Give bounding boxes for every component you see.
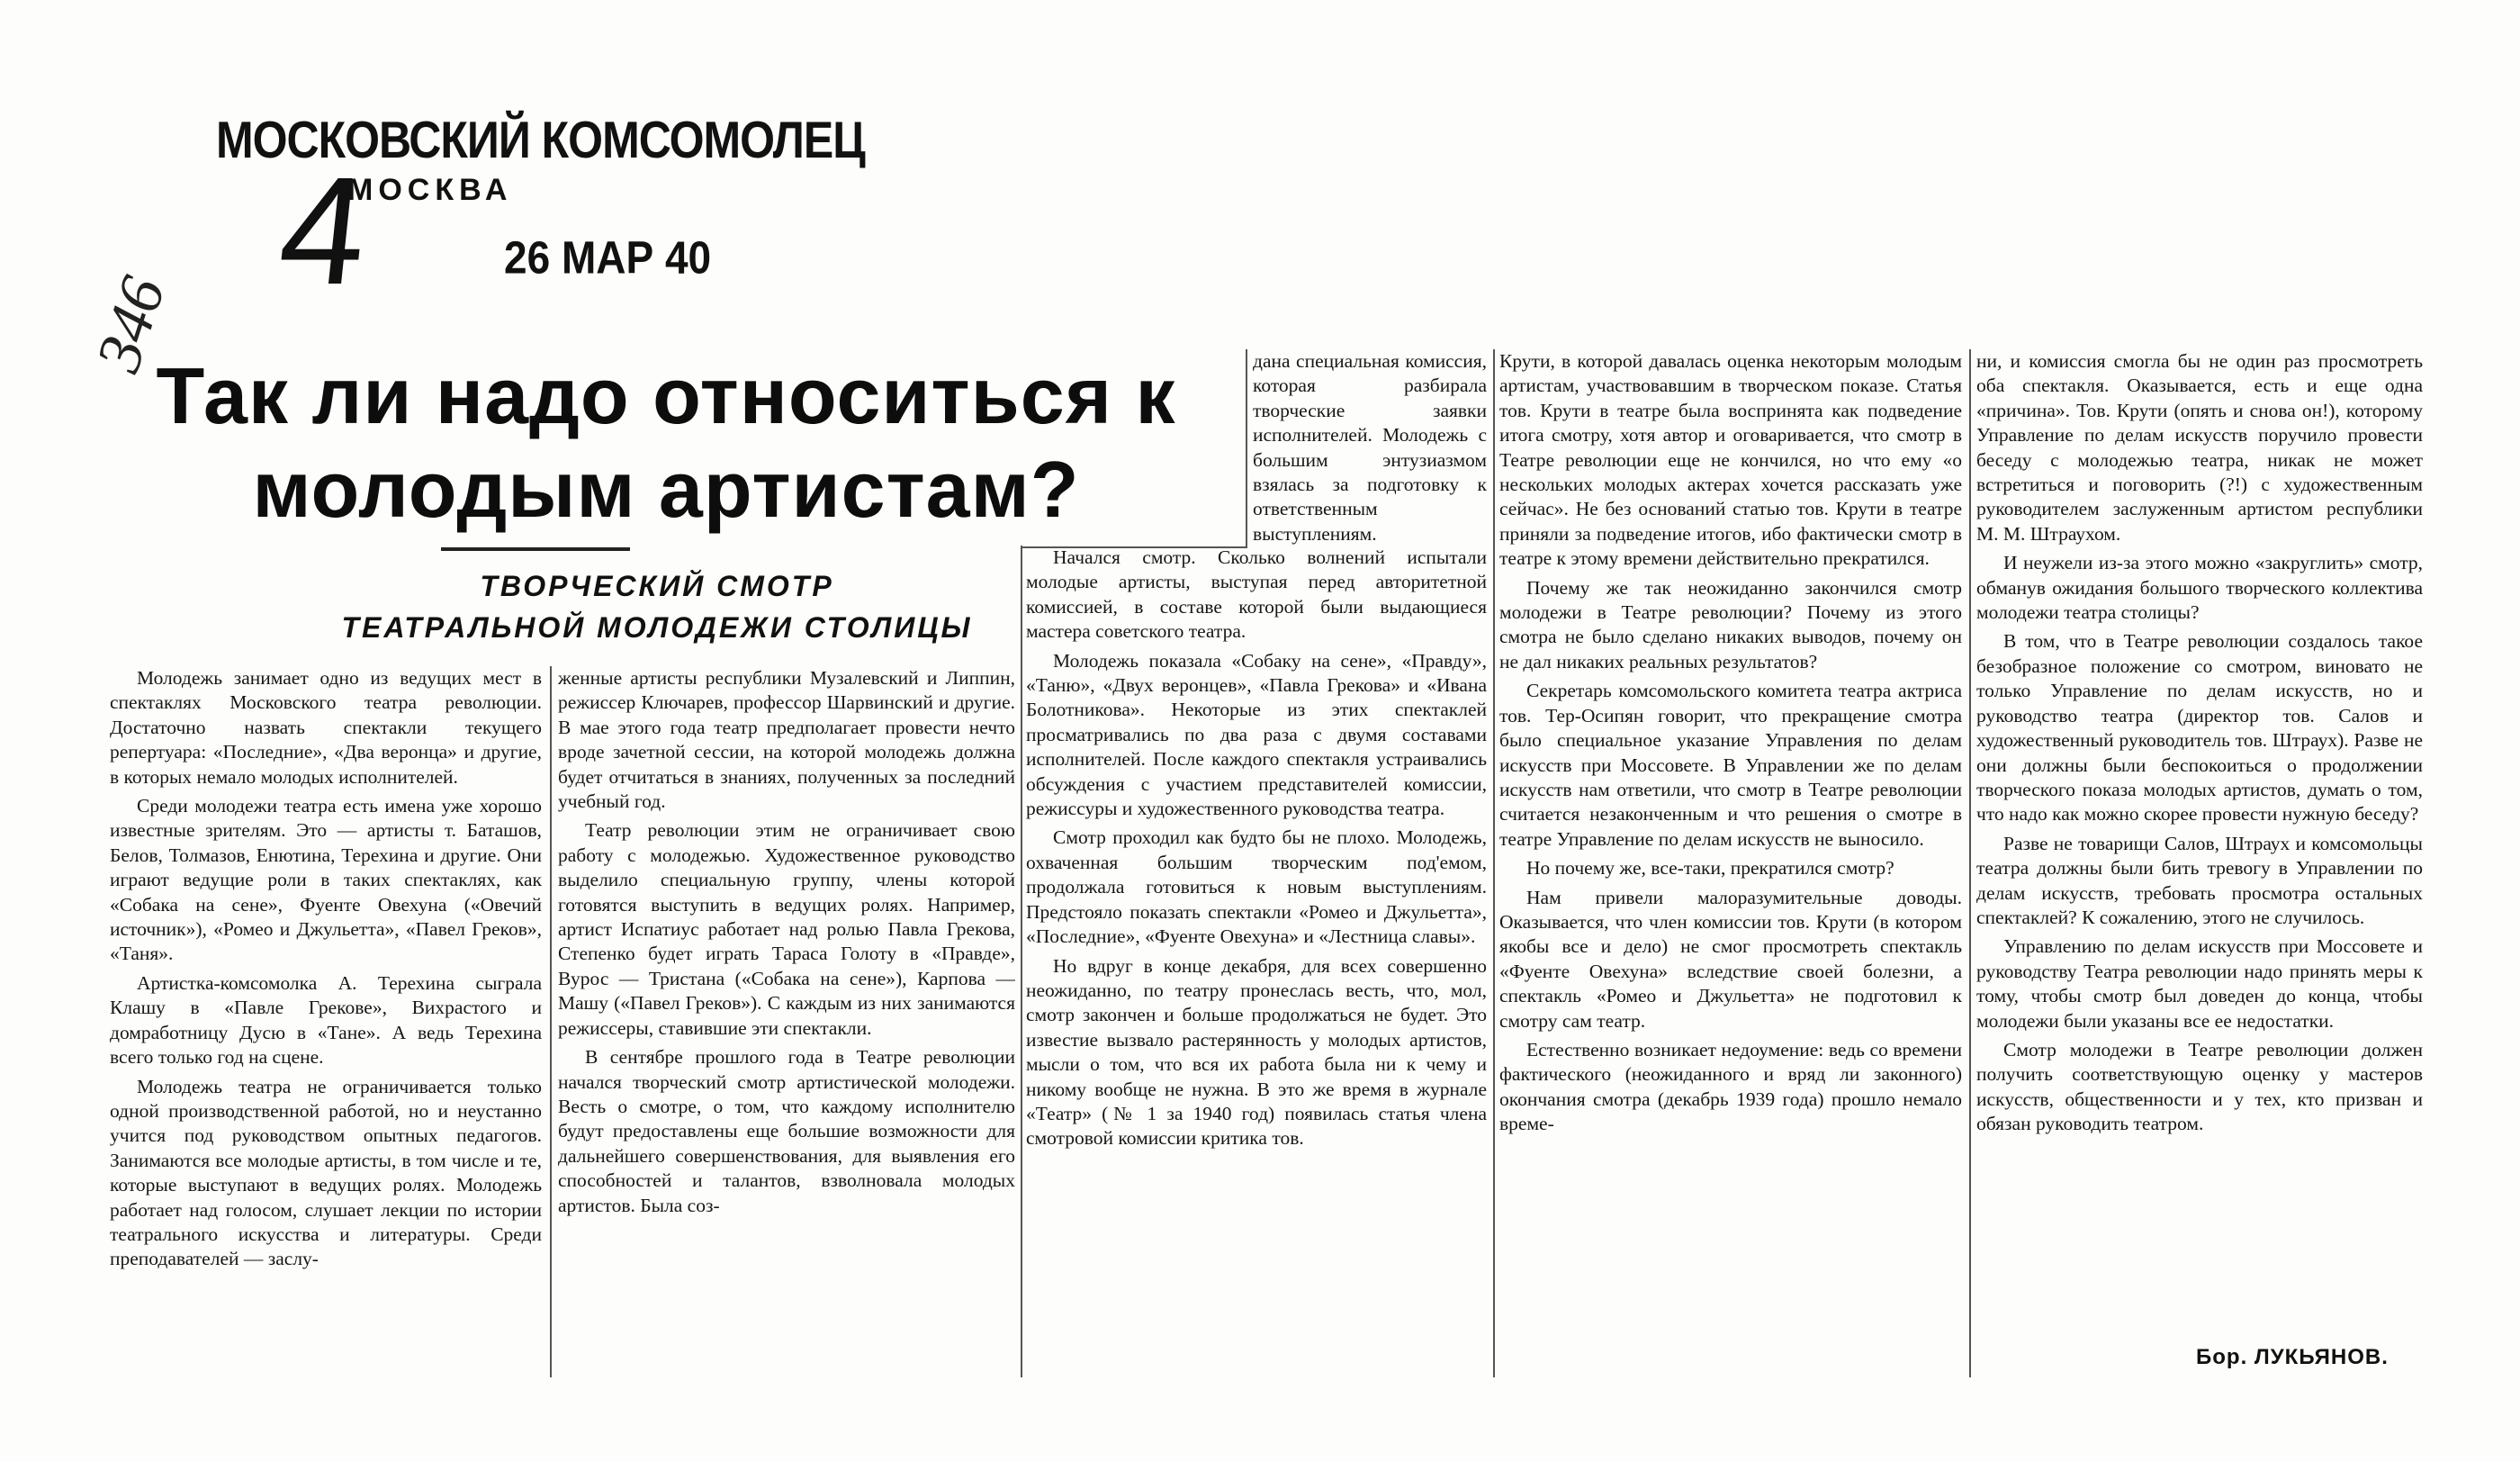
paragraph: Смотр молодежи в Театре революции должен получить соответствующую оценку у мастеров искусств, общественности и у тех, кто призван и обязан руководить театром. (1976, 1038, 2423, 1135)
paragraph: Среди молодежи театра есть имена уже хорошо известные зрителям. Это — артисты т. Баташов, Белов, Толмазов, Енютина, Терехина и другие. Они играют ведущие роли в таких спектаклях, как «Собака на сене», Фуенте Овехуна («Овечий источник»), «Ромео и Джульетта», «Павел Греков», «Таня». (110, 795, 542, 965)
column-rule (1493, 349, 1495, 1377)
paragraph: Молодежь показала «Собаку на сене», «Правду», «Таню», «Двух веронцев», «Павла Грекова» и «Ивана Болотникова». Некоторые из этих спектаклей просматривались по два раза с двумя составами исполнителей. После каждого спектакля устраивались обсуждения с участием представителей комиссии, режиссуры и художественного руководства театра. (1026, 649, 1487, 820)
article-column-5 (1976, 349, 2423, 1350)
publication-date: 26 МАР 40 (504, 231, 712, 284)
city-name: МОСКВА (347, 173, 513, 207)
column-rule (1246, 349, 1247, 547)
paragraph: Почему же так неожиданно закончился смотр молодежи в Театре революции? Почему из этого смотра не было сделано никаких выводов, почему он не дал никаких реальных результатов? (1499, 576, 1962, 672)
paragraph: Но вдруг в конце декабря, для всех совершенно неожиданно, по театру пронеслась весть, что, мол, смотр закончен и больше продолжаться не будет. Это известие вызвало растерянность у молодых артистов, мысли о том, что вся их работа была ни к чему и никому вообще не нужна. В это же время в журнале «Театр» (№ 1 за 1940 год) появилась статья члена смотровой комиссии критика тов. (1026, 954, 1487, 1150)
article-subheading (162, 565, 1152, 648)
paragraph: Театр революции этим не ограничивает свою работу с молодежью. Художественное руководство выделило специальную группу, члены которой готовятся выступить в ведущих ролях. Например, артист Испатиус работает над ролью Павла Грекова, Степенко будет играть Тараса Голоту в «Правде», Вурос — Тристана («Собака на сене»), Карпова — Машу («Павел Греков»). С каждым из них занимаются режиссеры, ставившие эти спектакли. (558, 819, 1015, 1039)
paragraph: Естественно возникает недоумение: ведь со времени фактического (неожиданного и вряд ли законного) окончания смотра (декабрь 1939 года) прошло немало време- (1499, 1038, 1962, 1135)
paragraph: В сентябре прошлого года в Театре революции начался творческий смотр артистической молодежи. Весть о смотре, о том, что каждому исполнителю будут предоставлены еще большие возможности для дальнейшего совершенствования, для выявления его способностей и талантов, взволновала молодых артистов. Была соз- (558, 1046, 1015, 1216)
column-rule (1969, 349, 1971, 1377)
article-column-3-top (1253, 349, 1487, 551)
paragraph: И неужели из-за этого можно «закруглить» смотр, обманув ожидания большого творческого коллектива молодежи театра столицы? (1976, 552, 2423, 624)
subheading-line-1: ТВОРЧЕСКИЙ СМОТР (480, 570, 834, 602)
paragraph: Нам привели малоразумительные доводы. Оказывается, что член комиссии тов. Крути (в котором якобы все и дело) не смог просмотреть спектакль «Фуенте Овехуна» вследствие своей болезни, а спектакль «Ромео и Джульетта» не подготовил к смотру сам театр. (1499, 886, 1962, 1032)
paragraph: Разве не товарищи Салов, Штраух и комсомольцы театра должны были бить тревогу в Управлении по делам искусств, требовать просмотра остальных спектаклей? К сожалению, этого не случилось. (1976, 832, 2423, 928)
paragraph: Смотр проходил как будто бы не плохо. Молодежь, охваченная большим творческим под'емом, продолжала готовиться к новым выступлениям. Предстояло показать спектакли «Ромео и Джульетта», «Последние», «Фуенте Овехуна» и «Лестница славы». (1026, 826, 1487, 948)
newspaper-name: МОСКОВСКИЙ КОМСОМОЛЕЦ (216, 111, 865, 169)
paragraph: Начался смотр. Сколько волнений испытали молодые артисты, выступая перед авторитетной комиссией, в составе которой были выдающиеся мастера советского театра. (1026, 546, 1487, 643)
paragraph: ни, и комиссия смогла бы не один раз просмотреть оба спектакля. Оказывается, есть и еще одна «причина». Тов. Крути (опять и снова он!), которому Управление по делам искусств поручило провести беседу с молодежью театра, никак не может встретиться и поговорить (?!) с художественным руководителем заслуженным артистом республики М. М. Штраухом. (1976, 350, 2423, 545)
paragraph: Секретарь комсомольского комитета театра актриса тов. Тер-Осипян говорит, что прекращение смотра было специальное указание Управления по делам искусств при Моссовете. В Управлении же по делам искусств нам ответили, что смотр в Театре революции считается незаконченным и что решения о смотре в театре Управление по делам искусств не выносило. (1499, 680, 1962, 850)
paragraph: Но почему же, все-таки, прекратился смотр? (1526, 857, 1894, 880)
article-column-1 (110, 666, 542, 1377)
article-column-4 (1499, 349, 1962, 1376)
article-column-2 (558, 666, 1015, 1377)
archive-number: 346 (83, 268, 179, 381)
subheading-line-2: ТЕАТРАЛЬНОЙ МОЛОДЕЖИ СТОЛИЦЫ (341, 611, 973, 644)
paragraph: Молодежь занимает одно из ведущих мест в спектаклях Московского театра революции. Достаточно назвать спектакли текущего репертуара: «Последние», «Два веронца» и другие, в которых немало молодых исполнителей. (110, 667, 542, 788)
paragraph: Артистка-комсомолка А. Терехина сыграла Клашу в «Павле Грекове», Вихрастого и домработницу Дусю в «Тане». А ведь Терехина всего только год на сцене. (110, 971, 542, 1069)
article-headline: Так ли надо относиться к молодым артистам? (156, 351, 1176, 534)
paragraph: Управлению по делам искусств при Моссовете и руководству Театра революции надо принять меры к тому, чтобы смотр был доведен до конца, чтобы молодежи были указаны все ее недостатки. (1976, 935, 2423, 1032)
page-number: 4 (272, 146, 375, 317)
headline-divider (441, 547, 630, 551)
paragraph: женные артисты республики Музалевский и Липпин, режиссер Ключарев, профессор Шарвинский и другие. В мае этого года театр предполагает провести нечто вроде зачетной сессии, на которой молодежь должна будет отчитаться в знаниях, полученных за последний учебный год. (558, 667, 1015, 813)
paragraph: дана специальная комиссия, которая разбирала творческие заявки исполнителей. Молодежь с большим энтузиазмом взялась за подготовку к ответственным выступлениям. (1253, 350, 1487, 545)
author-signature: Бор. ЛУКЬЯНОВ. (2196, 1345, 2389, 1369)
paragraph: В том, что в Театре революции создалось такое безобразное положение со смотром, виновато не только Управление по делам искусств, но и руководство театра (директор тов. Салов и художественный руководитель тов. Штраух). Разве не они должны были беспокоиться о продолжении творческого показа молодых артистов, думать о том, что надо как можно скорее провести нужную беседу? (1976, 630, 2423, 826)
column-rule (550, 666, 552, 1377)
column-rule (1021, 546, 1022, 1377)
paragraph: Молодежь театра не ограничивается только одной производственной работой, но и неустанно учится под руководством опытных педагогов. Занимаются все молодые артисты, в том числе и те, которые выступают в ведущих ролях. Молодежь работает над голосом, слушает лекции по истории театрального искусства и литературы. Среди преподавателей — заслу- (110, 1075, 542, 1270)
article-column-3 (1026, 546, 1487, 1376)
paragraph: Крути, в которой давалась оценка некоторым молодым артистам, участвовавшим в творческом показе. Статья тов. Крути в театре была воспринята как подведение итога смотру, хотя автор и оговаривается, что смотр в Театре революции еще не кончился, но что ему «о нескольких молодых актерах хочется рассказать уже сейчас». Не без оснований статью тов. Крути в театре приняли за подведение итогов, ибо фактически смотр в театре к этому времени действительно прекратился. (1499, 350, 1962, 570)
